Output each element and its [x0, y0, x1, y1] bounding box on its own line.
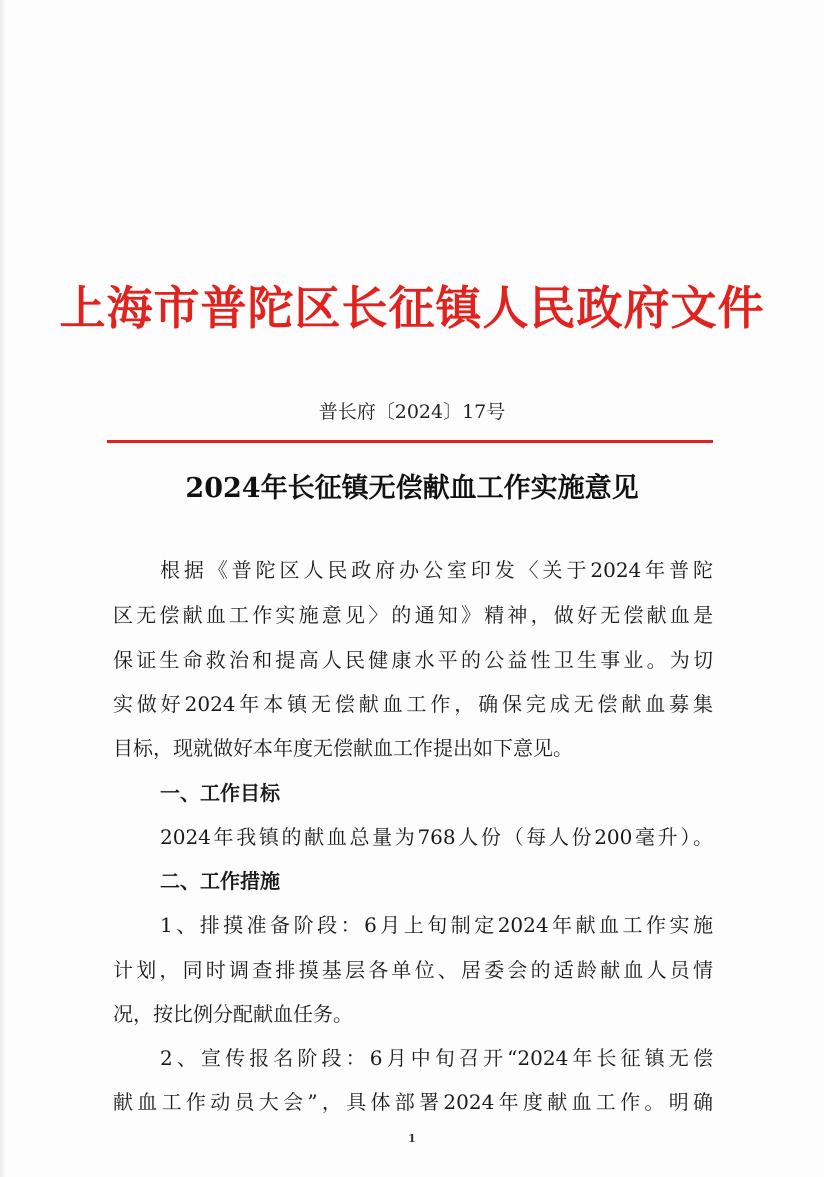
section-heading-goals: 一、工作目标 — [160, 781, 280, 805]
red-divider-line — [107, 440, 713, 443]
body-line: 实做好2024年本镇无偿献血工作，确保完成无偿献血募集 — [113, 692, 713, 716]
body-line: 2、宣传报名阶段：6月中旬召开“2024年长征镇无偿 — [160, 1046, 713, 1070]
body-line: 计划，同时调查排摸基层各单位、居委会的适龄献血人员情 — [113, 958, 713, 982]
body-line: 目标，现就做好本年度无偿献血工作提出如下意见。 — [113, 736, 573, 760]
body-line: 1、排摸准备阶段：6月上旬制定2024年献血工作实施 — [160, 913, 713, 937]
body-line: 根据《普陀区人民政府办公室印发〈关于2024年普陀 — [160, 558, 713, 582]
body-line: 2024年我镇的献血总量为768人份（每人份200毫升）。 — [160, 825, 713, 849]
section-heading-measures: 二、工作措施 — [160, 869, 280, 893]
body-line: 献血工作动员大会”，具体部署2024年度献血工作。明确 — [113, 1090, 713, 1114]
issuing-authority-title: 上海市普陀区长征镇人民政府文件 — [59, 281, 765, 335]
body-line: 保证生命救治和提高人民健康水平的公益性卫生事业。为切 — [113, 648, 713, 672]
body-line: 况，按比例分配献血任务。 — [113, 1002, 353, 1026]
scan-edge-shadow — [0, 0, 6, 1177]
document-title: 2024年长征镇无偿献血工作实施意见 — [185, 473, 639, 504]
page-number: 1 — [408, 1132, 416, 1145]
body-line: 区无偿献血工作实施意见〉的通知》精神，做好无偿献血是 — [113, 603, 713, 627]
document-number: 普长府〔2024〕17号 — [318, 401, 506, 423]
